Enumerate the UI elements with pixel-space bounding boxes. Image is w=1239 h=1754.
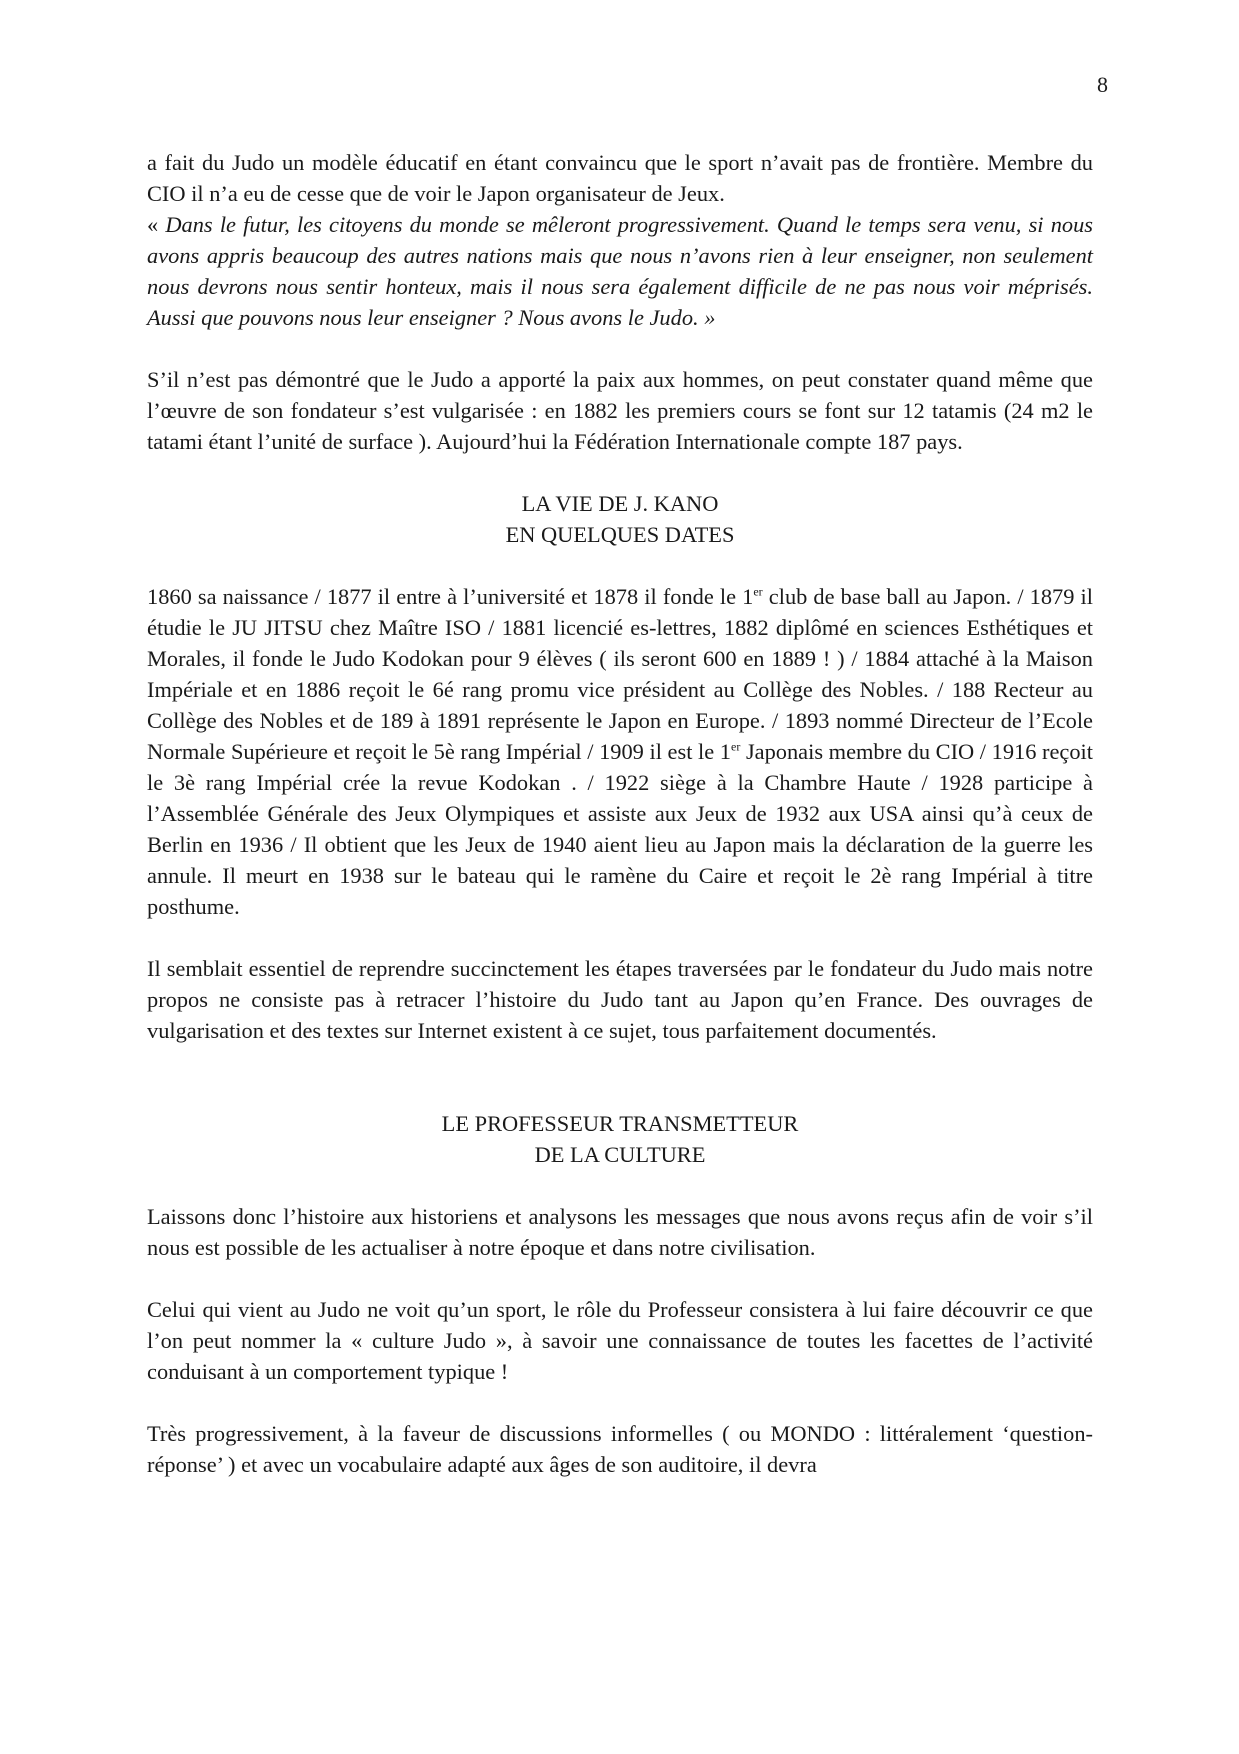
spacer <box>147 1263 1093 1294</box>
paragraph-mondo: Très progressivement, à la faveur de discussions informelles ( ou MONDO : littéralement ‘question-réponse’ ) et avec un vocabulaire adapté aux âges de son auditoire, il devra <box>147 1421 1093 1477</box>
spacer <box>147 1387 1093 1418</box>
spacer <box>147 550 1093 581</box>
heading-line: DE LA CULTURE <box>534 1142 706 1167</box>
paragraph-timeline <box>147 581 1093 922</box>
paragraph-spread: S’il n’est pas démontré que le Judo a apporté la paix aux hommes, on peut constater quand même que l’œuvre de son fondateur s’est vulgarisée : en 1882 les premiers cours se font sur 12 tatamis (24 m2 le tatami étant l’unité de surface ). Aujourd’hui la Fédération Internationale compte 187 pays. <box>147 367 1093 454</box>
intro-line-2: Membre du CIO il n’a eu de cesse que de voir le Japon organisateur de Jeux. <box>147 150 1094 206</box>
paragraph-culture: Celui qui vient au Judo ne voit qu’un sport, le rôle du Professeur consistera à lui faire découvrir ce que l’on peut nommer la « culture Judo », à savoir une connaissance de toutes les facettes de l’activité conduisant à un comportement typique ! <box>147 1297 1093 1384</box>
document-body <box>147 147 1093 1480</box>
quote-open-mark: « <box>147 212 166 237</box>
ordinal-superscript: er <box>731 739 741 754</box>
spacer <box>147 922 1093 953</box>
spacer <box>147 1046 1093 1108</box>
spacer <box>147 333 1093 364</box>
intro-line-1: a fait du Judo un modèle éducatif en étant convaincu que le sport n’avait pas de frontière. <box>147 150 980 175</box>
ordinal-superscript: er <box>753 584 763 599</box>
heading-line: LE PROFESSEUR TRANSMETTEUR <box>441 1111 799 1136</box>
paragraph-history: Laissons donc l’histoire aux historiens et analysons les messages que nous avons reçus afin de voir s’il nous est possible de les actualiser à notre époque et dans notre civilisation. <box>147 1204 1093 1260</box>
paragraph-intro <box>147 147 1093 333</box>
page-number: 8 <box>1097 72 1108 97</box>
timeline-text: club de base ball au Japon. / 1879 il étudie le JU JITSU chez Maître ISO / 1881 licencié es-lettres, 1882 diplômé en sciences Esthétiques et Morales, il fonde le Judo Kodokan pour 9 élèves ( ils seront 600 en 1889 ! ) / 1884 attaché à la Maison Impériale et en 1886 reçoit le 6é rang promu vice président au Collège des Nobles. / 188 Recteur au Collège des Nobles et de 189 à 1891 représente le Japon en Europe. / 1893 nommé Directeur de l’Ecole Normale Supérieure et reçoit le 5è rang Impérial / 1909 il est le 1 <box>147 584 1093 764</box>
section-heading-professor <box>147 1108 1093 1170</box>
section-heading-kano-life <box>147 488 1093 550</box>
timeline-text: 1860 sa naissance / 1877 il entre à l’université et 1878 il fonde le 1 <box>147 584 754 609</box>
heading-line: EN QUELQUES DATES <box>505 522 735 547</box>
heading-line: LA VIE DE J. KANO <box>521 491 719 516</box>
spacer <box>147 457 1093 488</box>
paragraph-purpose: Il semblait essentiel de reprendre succinctement les étapes traversées par le fondateur du Judo mais notre propos ne consiste pas à retracer l’histoire du Judo tant au Japon qu’en France. Des ouvrages de vulgarisation et des textes sur Internet existent à ce sujet, tous parfaitement documentés. <box>147 956 1093 1043</box>
kano-quote: Dans le futur, les citoyens du monde se mêleront progressivement. Quand le temps sera venu, si nous avons appris beaucoup des autres nations mais que nous n’avons rien à leur enseigner, non seulement nous devrons nous sentir honteux, mais il nous sera également difficile de ne pas nous voir méprisés. Aussi que pouvons nous leur enseigner ? Nous avons le Judo. » <box>147 212 1093 330</box>
timeline-text: Japonais membre du CIO / 1916 reçoit le 3è rang Impérial crée la revue Kodokan . / 1922 siège à la Chambre Haute / 1928 participe à l’Assemblée Générale des Jeux Olympiques et assiste aux Jeux de 1932 aux USA ainsi qu’à ceux de Berlin en 1936 / Il obtient que les Jeux de 1940 aient lieu au Japon mais la déclaration de la guerre les annule. Il meurt en 1938 sur le bateau qui le ramène du Caire et reçoit le 2è rang Impérial à titre posthume. <box>147 739 1094 919</box>
spacer <box>147 1170 1093 1201</box>
